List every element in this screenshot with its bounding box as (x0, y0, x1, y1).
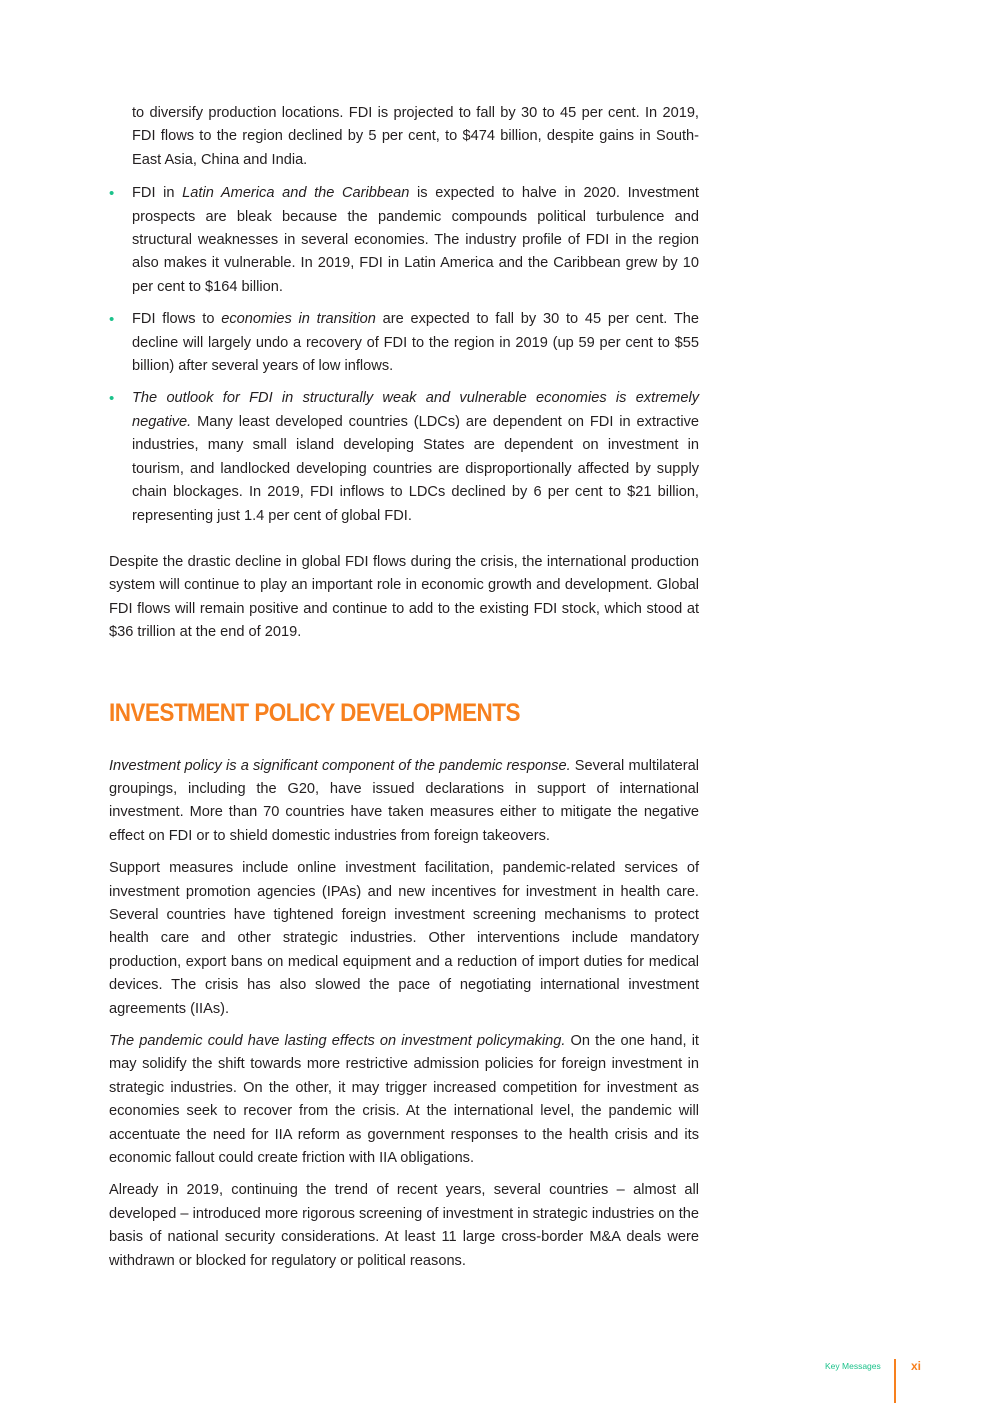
closing-paragraph: Despite the drastic decline in global FDI flows during the crisis, the international production system will continue to play an important role in economic growth and development. Global FDI flows will remain positive and continue to add to the existing FDI stock, which stood at $36 trillion at the end of 2019. (109, 553, 699, 641)
continued-paragraph: to diversify production locations. FDI is projected to fall by 30 to 45 per cent. In 2019, FDI flows to the region declined by 5 per cent, to $474 billion, despite gains in South-East Asia, China and India. (132, 105, 699, 168)
section-paragraph (109, 755, 699, 849)
paragraph-text: Already in 2019, continuing the trend of recent years, several countries – almost all developed – introduced more rigorous screening of investment in strategic industries on the basis of national security considerations. At least 11 large cross-border M&A deals were withdrawn or blocked for regulatory or political reasons. (109, 1182, 699, 1269)
bullet-text-italic: economies in transition (221, 311, 376, 328)
paragraph-italic-lead: Investment policy is a significant component of the pandemic response. (109, 757, 571, 774)
section-paragraph (109, 857, 699, 1021)
bullet-text-italic: The outlook for FDI in structurally weak and vulnerable economies is extremely negative. (132, 390, 699, 430)
footer-section-label: Key Messages (825, 1361, 881, 1371)
section-paragraph (109, 1030, 699, 1170)
region-bullet-list (109, 182, 699, 528)
section-paragraph (109, 1179, 699, 1273)
section-heading: INVESTMENT POLICY DEVELOPMENTS (109, 698, 520, 727)
bullet-item-latin-america (109, 182, 699, 299)
bullet-item-transition-economies (109, 308, 699, 378)
paragraph-italic-lead: The pandemic could have lasting effects on investment policymaking. (109, 1033, 566, 1049)
bullet-dot-icon: • (109, 185, 115, 203)
paragraph-text: Support measures include online investment facilitation, pandemic-related services of investment promotion agencies (IPAs) and new incentives for investment in health care. Several countries have tightened foreign investment screening mechanisms to protect health care and other strategic industries. Other interventions include mandatory production, export bans on medical equipment and a reduction of import duties for medical devices. The crisis has also slowed the pace of negotiating international investment agreements (IIAs). (109, 860, 699, 1017)
page-number: xi (911, 1359, 922, 1373)
bullet-dot-icon: • (109, 311, 115, 329)
bullet-text-post: are expected to fall by 30 to 45 per cent. The decline will largely undo a recovery of FDI to the region in 2019 (up 59 per cent to $55 billion) after several years of low inflows. (132, 311, 700, 375)
bullet-text-pre: FDI flows to (132, 311, 222, 328)
bullet-text-italic: Latin America and the Caribbean (182, 185, 410, 202)
paragraph-text: Several multilateral groupings, including the G20, have issued declarations in support of international investment. More than 70 countries have taken measures either to mitigate the negative effect on FDI or to shield domestic industries from foreign takeovers. (109, 757, 700, 844)
bullet-text-post: Many least developed countries (LDCs) are dependent on FDI in extractive industries, many small island developing States are dependent on investment in tourism, and landlocked developing countries are disproportionally affected by supply chain blockages. In 2019, FDI inflows to LDCs declined by 6 per cent to $21 billion, representing just 1.4 per cent of global FDI. (132, 413, 699, 524)
bullet-text-pre: FDI in (132, 185, 183, 202)
page-content (109, 102, 699, 1282)
bullet-item-vulnerable-economies (109, 387, 699, 527)
bullet-text-post: is expected to halve in 2020. Investment prospects are bleak because the pandemic compounds political turbulence and structural weaknesses in several economies. The industry profile of FDI in the region also makes it vulnerable. In 2019, FDI in Latin America and the Caribbean grew by 10 per cent to $164 billion. (132, 185, 699, 295)
bullet-dot-icon: • (109, 390, 115, 408)
footer-divider (894, 1359, 896, 1403)
paragraph-text: On the one hand, it may solidify the shift towards more restrictive admission policies for foreign investment in strategic industries. On the other, it may trigger increased competition for investment as economies seek to recover from the crisis. At the international level, the pandemic will accentuate the need for IIA reform as government responses to the health crisis and its economic fallout could create friction with IIA obligations. (109, 1033, 699, 1167)
